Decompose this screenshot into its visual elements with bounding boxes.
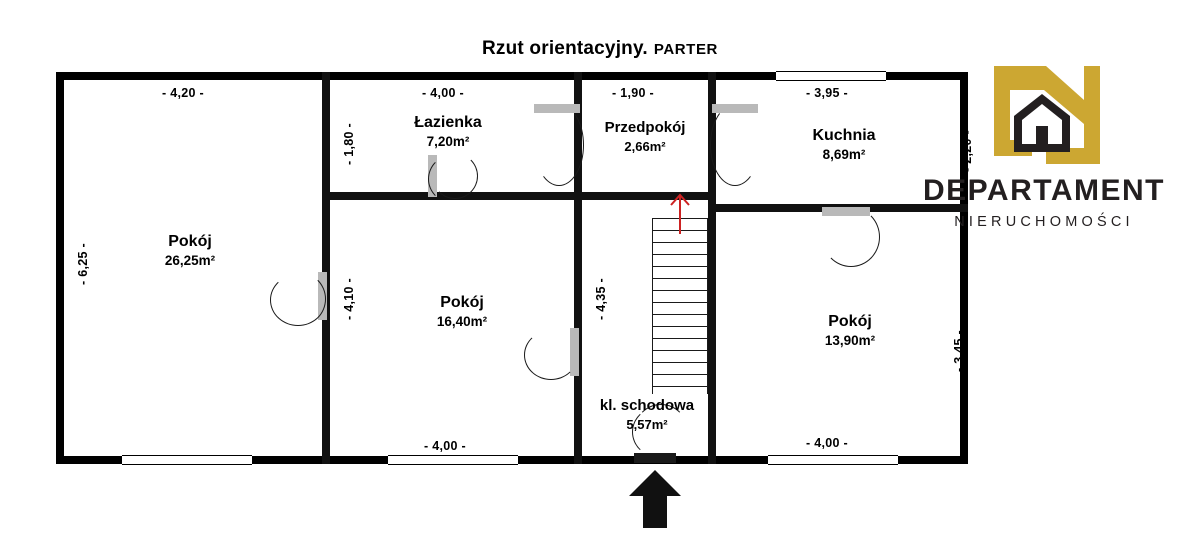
wall-interior-v1 xyxy=(322,72,330,464)
dim-top-bath: - 4,00 - xyxy=(422,86,464,100)
stair-step xyxy=(653,290,707,291)
dim-right-room-height: - 3,45 - xyxy=(952,330,966,372)
plan-title-sub: PARTER xyxy=(653,41,718,58)
stair-step xyxy=(653,326,707,327)
room-name: Łazienka xyxy=(414,114,482,131)
room-name: Kuchnia xyxy=(812,127,876,144)
room-label-pokoj-1 xyxy=(108,232,272,270)
window-bottom-middle xyxy=(388,455,518,465)
room-area: 16,40m² xyxy=(436,314,488,329)
watermark-brand: DEPARTAMENT xyxy=(922,174,1166,207)
stair-step xyxy=(653,386,707,387)
staircase xyxy=(652,218,708,394)
dim-bottom-right: - 4,00 - xyxy=(806,436,848,450)
dim-kitchen-height: - 2,20 - xyxy=(960,130,974,172)
plan-title xyxy=(0,38,1200,60)
room-label-kuchnia xyxy=(762,126,926,164)
plan-title-main: Rzut orientacyjny. xyxy=(481,38,648,59)
room-area: 13,90m² xyxy=(824,333,876,348)
room-area: 8,69m² xyxy=(822,147,866,162)
dim-mid-right-height: - 4,35 - xyxy=(594,278,608,320)
window-top-kitchen xyxy=(776,71,886,81)
room-name: Przedpokój xyxy=(604,119,686,136)
room-area: 26,25m² xyxy=(164,253,216,268)
door-arc-bathroom-2 xyxy=(432,153,478,199)
stair-direction-arrow-icon xyxy=(667,190,693,234)
window-bottom-left xyxy=(122,455,252,465)
room-name: Pokój xyxy=(168,233,212,250)
stair-step xyxy=(653,278,707,279)
room-label-przedpokoj xyxy=(562,118,728,156)
room-name: kl. schodowa xyxy=(599,397,695,414)
stair-step xyxy=(653,350,707,351)
room-area: 2,66m² xyxy=(624,139,666,154)
room-name: Pokój xyxy=(828,313,872,330)
wall-exterior-left xyxy=(56,72,64,464)
room-label-lazienka xyxy=(366,113,530,151)
stair-step xyxy=(653,302,707,303)
room-area: 5,57m² xyxy=(626,417,668,432)
dim-bottom-mid: - 4,00 - xyxy=(424,439,466,453)
door-arc-left-room-2 xyxy=(270,274,326,326)
dim-bath-height: - 1,80 - xyxy=(342,123,356,165)
dim-top-kitchen: - 3,95 - xyxy=(806,86,848,100)
room-label-kl-schodowa xyxy=(572,396,722,434)
door-arc-kitchen xyxy=(822,207,880,267)
stair-step xyxy=(653,314,707,315)
stair-step xyxy=(653,242,707,243)
room-label-pokoj-2 xyxy=(380,293,544,331)
entrance-arrow-icon xyxy=(627,468,683,530)
dim-top-hall: - 1,90 - xyxy=(612,86,654,100)
watermark-logo-icon xyxy=(984,60,1104,170)
watermark-tagline: NIERUCHOMOŚCI xyxy=(954,214,1134,230)
dim-mid-left-height: - 4,10 - xyxy=(342,278,356,320)
stair-step xyxy=(653,254,707,255)
room-label-pokoj-3 xyxy=(768,312,932,350)
window-bottom-right xyxy=(768,455,898,465)
dim-top-left: - 4,20 - xyxy=(162,86,204,100)
stair-step xyxy=(653,362,707,363)
dim-left-outer: - 6,25 - xyxy=(76,243,90,285)
room-name: Pokój xyxy=(440,294,484,311)
door-arc-middle-room xyxy=(524,330,578,380)
stair-step xyxy=(653,374,707,375)
wall-interior-h2 xyxy=(574,192,716,200)
stair-step xyxy=(653,266,707,267)
stair-step xyxy=(653,338,707,339)
room-area: 7,20m² xyxy=(426,134,470,149)
